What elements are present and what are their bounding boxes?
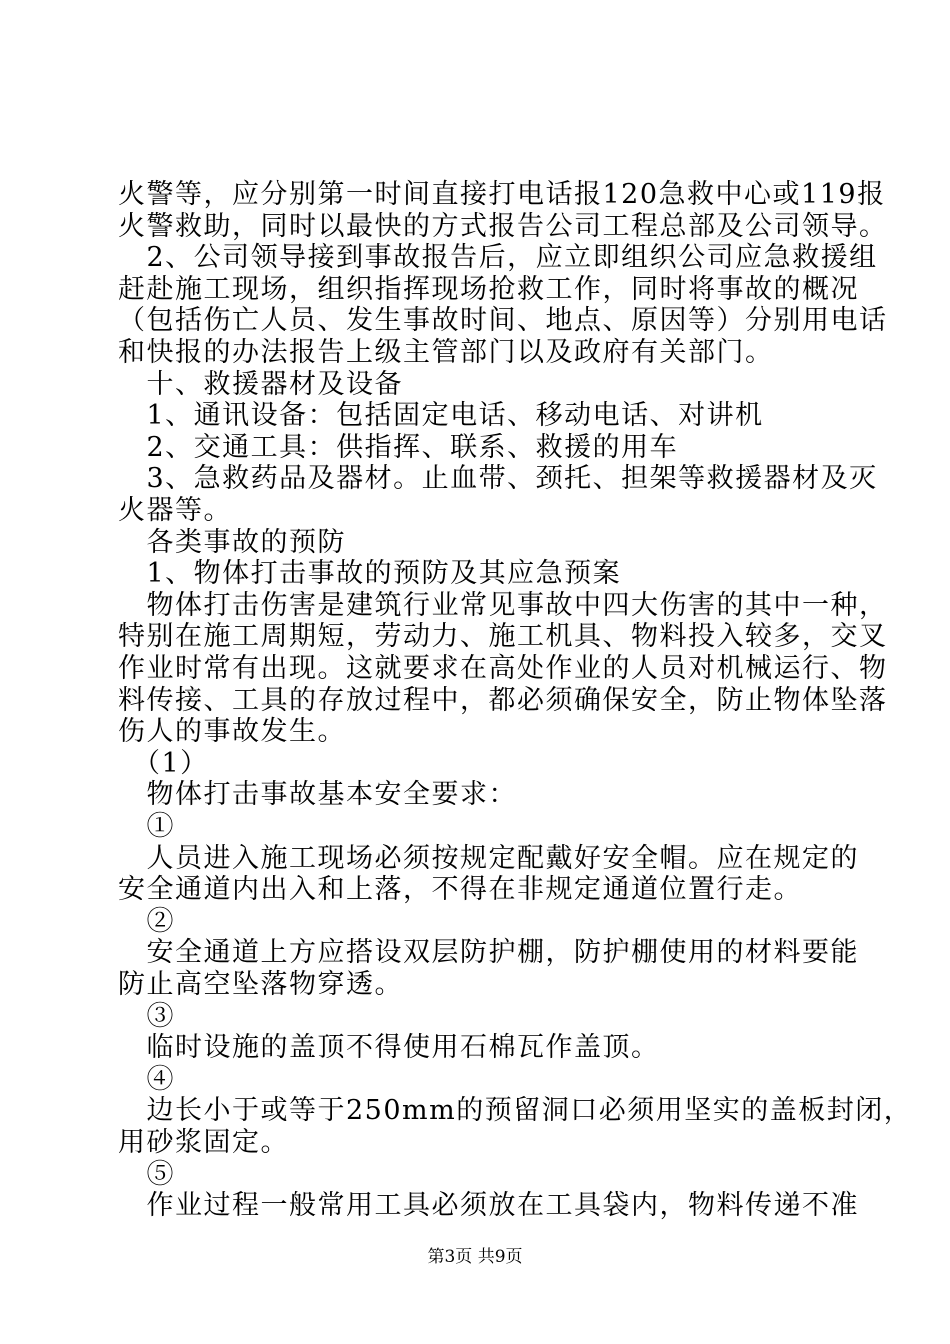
list-marker: ③ bbox=[118, 1001, 175, 1032]
body-text-line: 2、交通工具：供指挥、联系、救援的用车 bbox=[118, 432, 679, 463]
body-text-line: 火器等。 bbox=[118, 495, 232, 526]
body-text-line: 物体打击事故基本安全要求： bbox=[118, 779, 517, 810]
body-text-line: 边长小于或等于250mm的预留洞口必须用坚实的盖板封闭， bbox=[118, 1095, 913, 1126]
body-text-line: 2、公司领导接到事故报告后，应立即组织公司应急救援组 bbox=[118, 242, 878, 273]
body-text-line: 料传接、工具的存放过程中，都必须确保安全，防止物体坠落 bbox=[118, 685, 888, 716]
body-text-line: 物体打击伤害是建筑行业常见事故中四大伤害的其中一种， bbox=[118, 590, 888, 621]
body-text-line: 1、通讯设备：包括固定电话、移动电话、对讲机 bbox=[118, 400, 764, 431]
section-heading: 十、救援器材及设备 bbox=[118, 369, 403, 400]
body-text-line: 作业时常有出现。这就要求在高处作业的人员对机械运行、物 bbox=[118, 653, 888, 684]
list-marker: （1） bbox=[118, 748, 209, 779]
body-text-line: 临时设施的盖顶不得使用石棉瓦作盖顶。 bbox=[118, 1032, 660, 1063]
subsection-heading: 1、物体打击事故的预防及其应急预案 bbox=[118, 558, 622, 589]
body-text-line: 人员进入施工现场必须按规定配戴好安全帽。应在规定的 bbox=[118, 843, 859, 874]
body-text-line: 防止高空坠落物穿透。 bbox=[118, 969, 403, 1000]
section-heading: 各类事故的预防 bbox=[118, 527, 346, 558]
body-text-line: 3、急救药品及器材。止血带、颈托、担架等救援器材及灭 bbox=[118, 463, 878, 494]
body-text-line: 安全通道上方应搭设双层防护棚，防护棚使用的材料要能 bbox=[118, 937, 859, 968]
body-text-line: （包括伤亡人员、发生事故时间、地点、原因等）分别用电话 bbox=[118, 305, 888, 336]
body-text-line: 伤人的事故发生。 bbox=[118, 716, 346, 747]
body-text-line: 特别在施工周期短，劳动力、施工机具、物料投入较多，交叉 bbox=[118, 621, 888, 652]
page-footer: 第3页 共9页 bbox=[427, 1247, 523, 1267]
body-text-line: 和快报的办法报告上级主管部门以及政府有关部门。 bbox=[118, 337, 774, 368]
list-marker: ⑤ bbox=[118, 1159, 175, 1190]
list-marker: ① bbox=[118, 811, 175, 842]
list-marker: ④ bbox=[118, 1064, 175, 1095]
list-marker: ② bbox=[118, 906, 175, 937]
body-text-line: 安全通道内出入和上落，不得在非规定通道位置行走。 bbox=[118, 874, 802, 905]
body-text-line: 赶赴施工现场，组织指挥现场抢救工作，同时将事故的概况 bbox=[118, 274, 859, 305]
body-text-line: 作业过程一般常用工具必须放在工具袋内，物料传递不准 bbox=[118, 1190, 859, 1221]
body-text-line: 用砂浆固定。 bbox=[118, 1127, 289, 1158]
body-text-line: 火警等，应分别第一时间直接打电话报120急救中心或119报 bbox=[118, 179, 886, 210]
body-text-line: 火警救助，同时以最快的方式报告公司工程总部及公司领导。 bbox=[118, 211, 888, 242]
